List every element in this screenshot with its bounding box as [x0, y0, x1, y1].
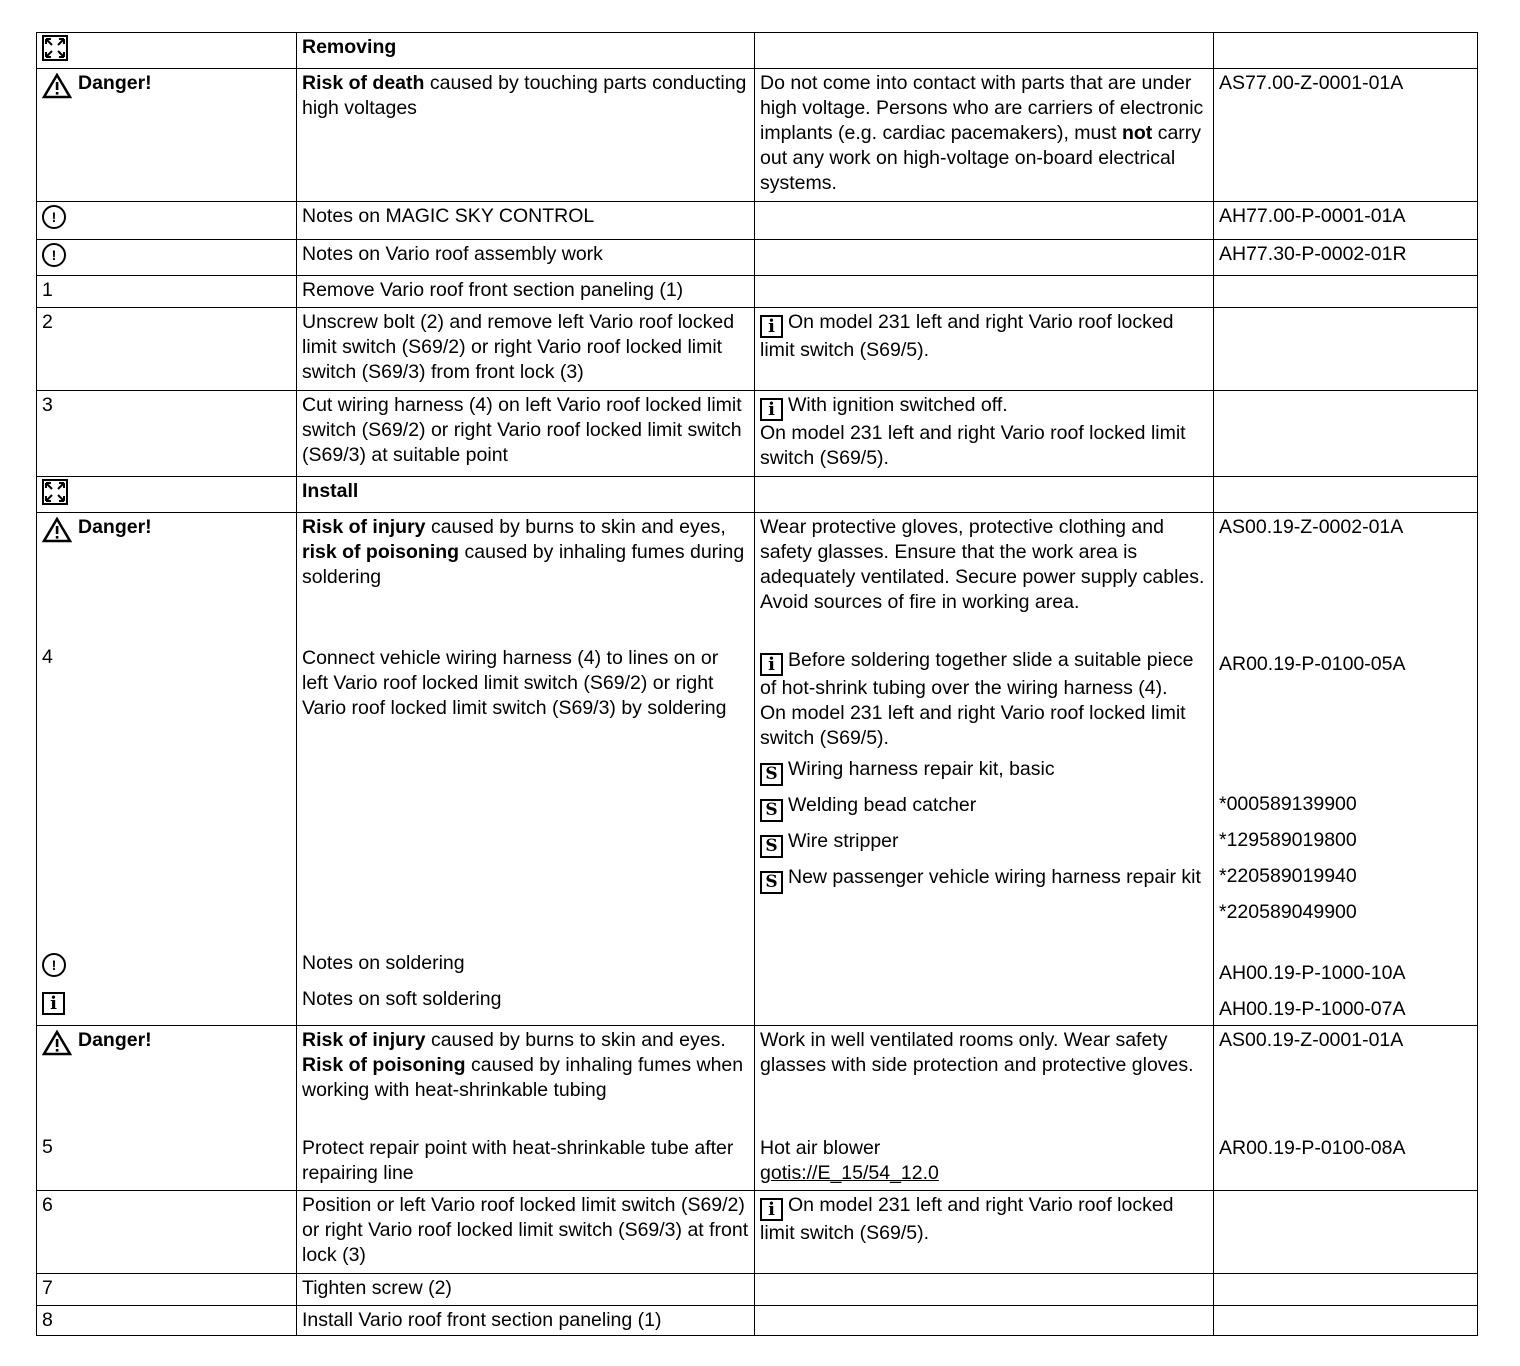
- hazard-bold: Risk of injury: [302, 1029, 426, 1051]
- hazard-text: caused by inhaling fumes when working with heat-shrinkable tubing: [302, 1054, 744, 1101]
- tool-number: *000589139900: [1219, 793, 1357, 815]
- instruction-text: Do not come into contact with parts that are under high voltage. Persons who are carriers of electronic implants (e.g. cardiac pacemakers), must: [760, 72, 1204, 144]
- document-ref: AR00.19-P-0100-08A: [1219, 1137, 1406, 1159]
- note-row: [37, 240, 1478, 276]
- hazard-bold: risk of poisoning: [302, 541, 460, 563]
- note-icon: !: [42, 953, 66, 977]
- warning-triangle-icon: [42, 1030, 72, 1056]
- step-row: [37, 391, 1478, 477]
- section-expand-icon: [42, 479, 68, 505]
- repair-procedure-table: [36, 32, 1478, 1336]
- section-title: Install: [302, 480, 359, 502]
- section-row-removing: [37, 33, 1478, 69]
- tool-name: Welding bead catcher: [788, 794, 977, 816]
- step-text: Protect repair point with heat-shrinkable tube after repairing line: [302, 1137, 734, 1184]
- step-number: 4: [42, 646, 53, 668]
- step-text: Cut wiring harness (4) on left Vario roof locked limit switch (S69/2) or right Vario roof locked limit switch (S69/3) at suitable point: [302, 394, 742, 466]
- step-row: [37, 1191, 1478, 1274]
- document-ref: AH77.00-P-0001-01A: [1219, 205, 1406, 227]
- document-ref: AS00.19-Z-0002-01A: [1219, 516, 1404, 538]
- step-number: 3: [42, 394, 53, 416]
- tool-number: *220589019940: [1219, 865, 1357, 887]
- hazard-bold: Risk of poisoning: [302, 1054, 466, 1076]
- info-text: With ignition switched off.: [788, 394, 1008, 416]
- note-icon: !: [42, 243, 66, 267]
- hazard-text: caused by burns to skin and eyes.: [425, 1029, 726, 1051]
- instruction-bold: not: [1121, 122, 1153, 144]
- info-text: On model 231 left and right Vario roof locked limit switch (S69/5).: [760, 1194, 1174, 1244]
- special-tool-icon: S: [760, 871, 783, 894]
- instruction-text: Work in well ventilated rooms only. Wear safety glasses with side protection and protective gloves.: [760, 1029, 1194, 1076]
- step-number: 5: [42, 1136, 53, 1158]
- step-row: [37, 276, 1478, 308]
- section-row-install: [37, 477, 1478, 513]
- tool-name: Wire stripper: [788, 830, 899, 852]
- step-text: Connect vehicle wiring harness (4) to lines on or left Vario roof locked limit switch (S69/2) or right Vario roof locked limit switch (S69/3) by soldering: [302, 647, 727, 719]
- document-ref: AH00.19-P-1000-07A: [1219, 998, 1406, 1020]
- step-row: [37, 1306, 1478, 1336]
- document-ref: AR00.19-P-0100-05A: [1219, 653, 1406, 675]
- note-text: Notes on MAGIC SKY CONTROL: [302, 205, 595, 227]
- info-icon: i: [42, 992, 65, 1015]
- document-ref: AS77.00-Z-0001-01A: [1219, 72, 1404, 94]
- document-ref: AH77.30-P-0002-01R: [1219, 243, 1407, 265]
- hazard-bold: Risk of death: [302, 72, 425, 94]
- info-text: On model 231 left and right Vario roof locked limit switch (S69/5).: [760, 422, 1186, 469]
- special-tool-icon: S: [760, 763, 783, 786]
- step-number: 2: [42, 311, 53, 333]
- note-row: [37, 202, 1478, 240]
- info-text: On model 231 left and right Vario roof locked limit switch (S69/5).: [760, 311, 1174, 361]
- gotis-link[interactable]: gotis://E_15/54_12.0: [760, 1162, 939, 1184]
- step-text: Remove Vario roof front section paneling (1): [302, 279, 684, 301]
- tool-number: *129589019800: [1219, 829, 1357, 851]
- note-text: Notes on soft soldering: [302, 988, 502, 1010]
- hazard-text: caused by touching parts conducting high voltages: [302, 72, 747, 119]
- document-ref: AH00.19-P-1000-10A: [1219, 962, 1406, 984]
- note-text: Notes on Vario roof assembly work: [302, 243, 603, 265]
- info-text: On model 231 left and right Vario roof locked limit switch (S69/5).: [760, 702, 1186, 749]
- note-text: Notes on soldering: [302, 952, 465, 974]
- tool-name: New passenger vehicle wiring harness repair kit: [788, 866, 1201, 888]
- special-tool-icon: S: [760, 799, 783, 822]
- special-tool-icon: S: [760, 835, 783, 858]
- install-group-row: [37, 513, 1478, 1026]
- hazard-bold: Risk of injury: [302, 516, 426, 538]
- step-text: Tighten screw (2): [302, 1277, 452, 1299]
- step-number: 6: [42, 1194, 53, 1216]
- hazard-text: caused by inhaling fumes during soldering: [302, 541, 745, 588]
- note-icon: !: [42, 205, 66, 229]
- section-title: Removing: [302, 36, 397, 58]
- danger-step-row: [37, 1026, 1478, 1191]
- step-number: 8: [42, 1309, 53, 1331]
- danger-label: Danger!: [78, 516, 152, 538]
- tool-number: *220589049900: [1219, 901, 1357, 923]
- step-text: Install Vario roof front section paneling (1): [302, 1309, 662, 1331]
- danger-label: Danger!: [78, 72, 152, 94]
- instruction-text: Wear protective gloves, protective clothing and safety glasses. Ensure that the work area is adequately ventilated. Secure power supply cables. Avoid sources of fire in working area.: [760, 516, 1205, 613]
- step-text: Unscrew bolt (2) and remove left Vario roof locked limit switch (S69/2) or right Vario roof locked limit switch (S69/3) from front lock (3): [302, 311, 735, 383]
- hazard-text: caused by burns to skin and eyes,: [425, 516, 726, 538]
- instruction-text: carry out any work on high-voltage on-board electrical systems.: [760, 122, 1202, 194]
- info-icon: i: [760, 1198, 783, 1221]
- step-row: [37, 1274, 1478, 1306]
- danger-row: [37, 69, 1478, 202]
- step-number: 7: [42, 1277, 53, 1299]
- step-row: [37, 308, 1478, 391]
- document-ref: AS00.19-Z-0001-01A: [1219, 1029, 1404, 1051]
- danger-label: Danger!: [78, 1029, 152, 1051]
- step-number: 1: [42, 279, 53, 301]
- warning-triangle-icon: [42, 517, 72, 543]
- warning-triangle-icon: [42, 73, 72, 99]
- info-text: Before soldering together slide a suitable piece of hot-shrink tubing over the wiring harness (4).: [760, 649, 1194, 699]
- instruction-text: Hot air blower: [760, 1137, 881, 1159]
- step-text: Position or left Vario roof locked limit switch (S69/2) or right Vario roof locked limit switch (S69/3) at front lock (3): [302, 1194, 749, 1266]
- info-icon: i: [760, 653, 783, 676]
- info-icon: i: [760, 315, 783, 338]
- info-icon: i: [760, 398, 783, 421]
- tool-name: Wiring harness repair kit, basic: [788, 758, 1055, 780]
- section-expand-icon: [42, 35, 68, 61]
